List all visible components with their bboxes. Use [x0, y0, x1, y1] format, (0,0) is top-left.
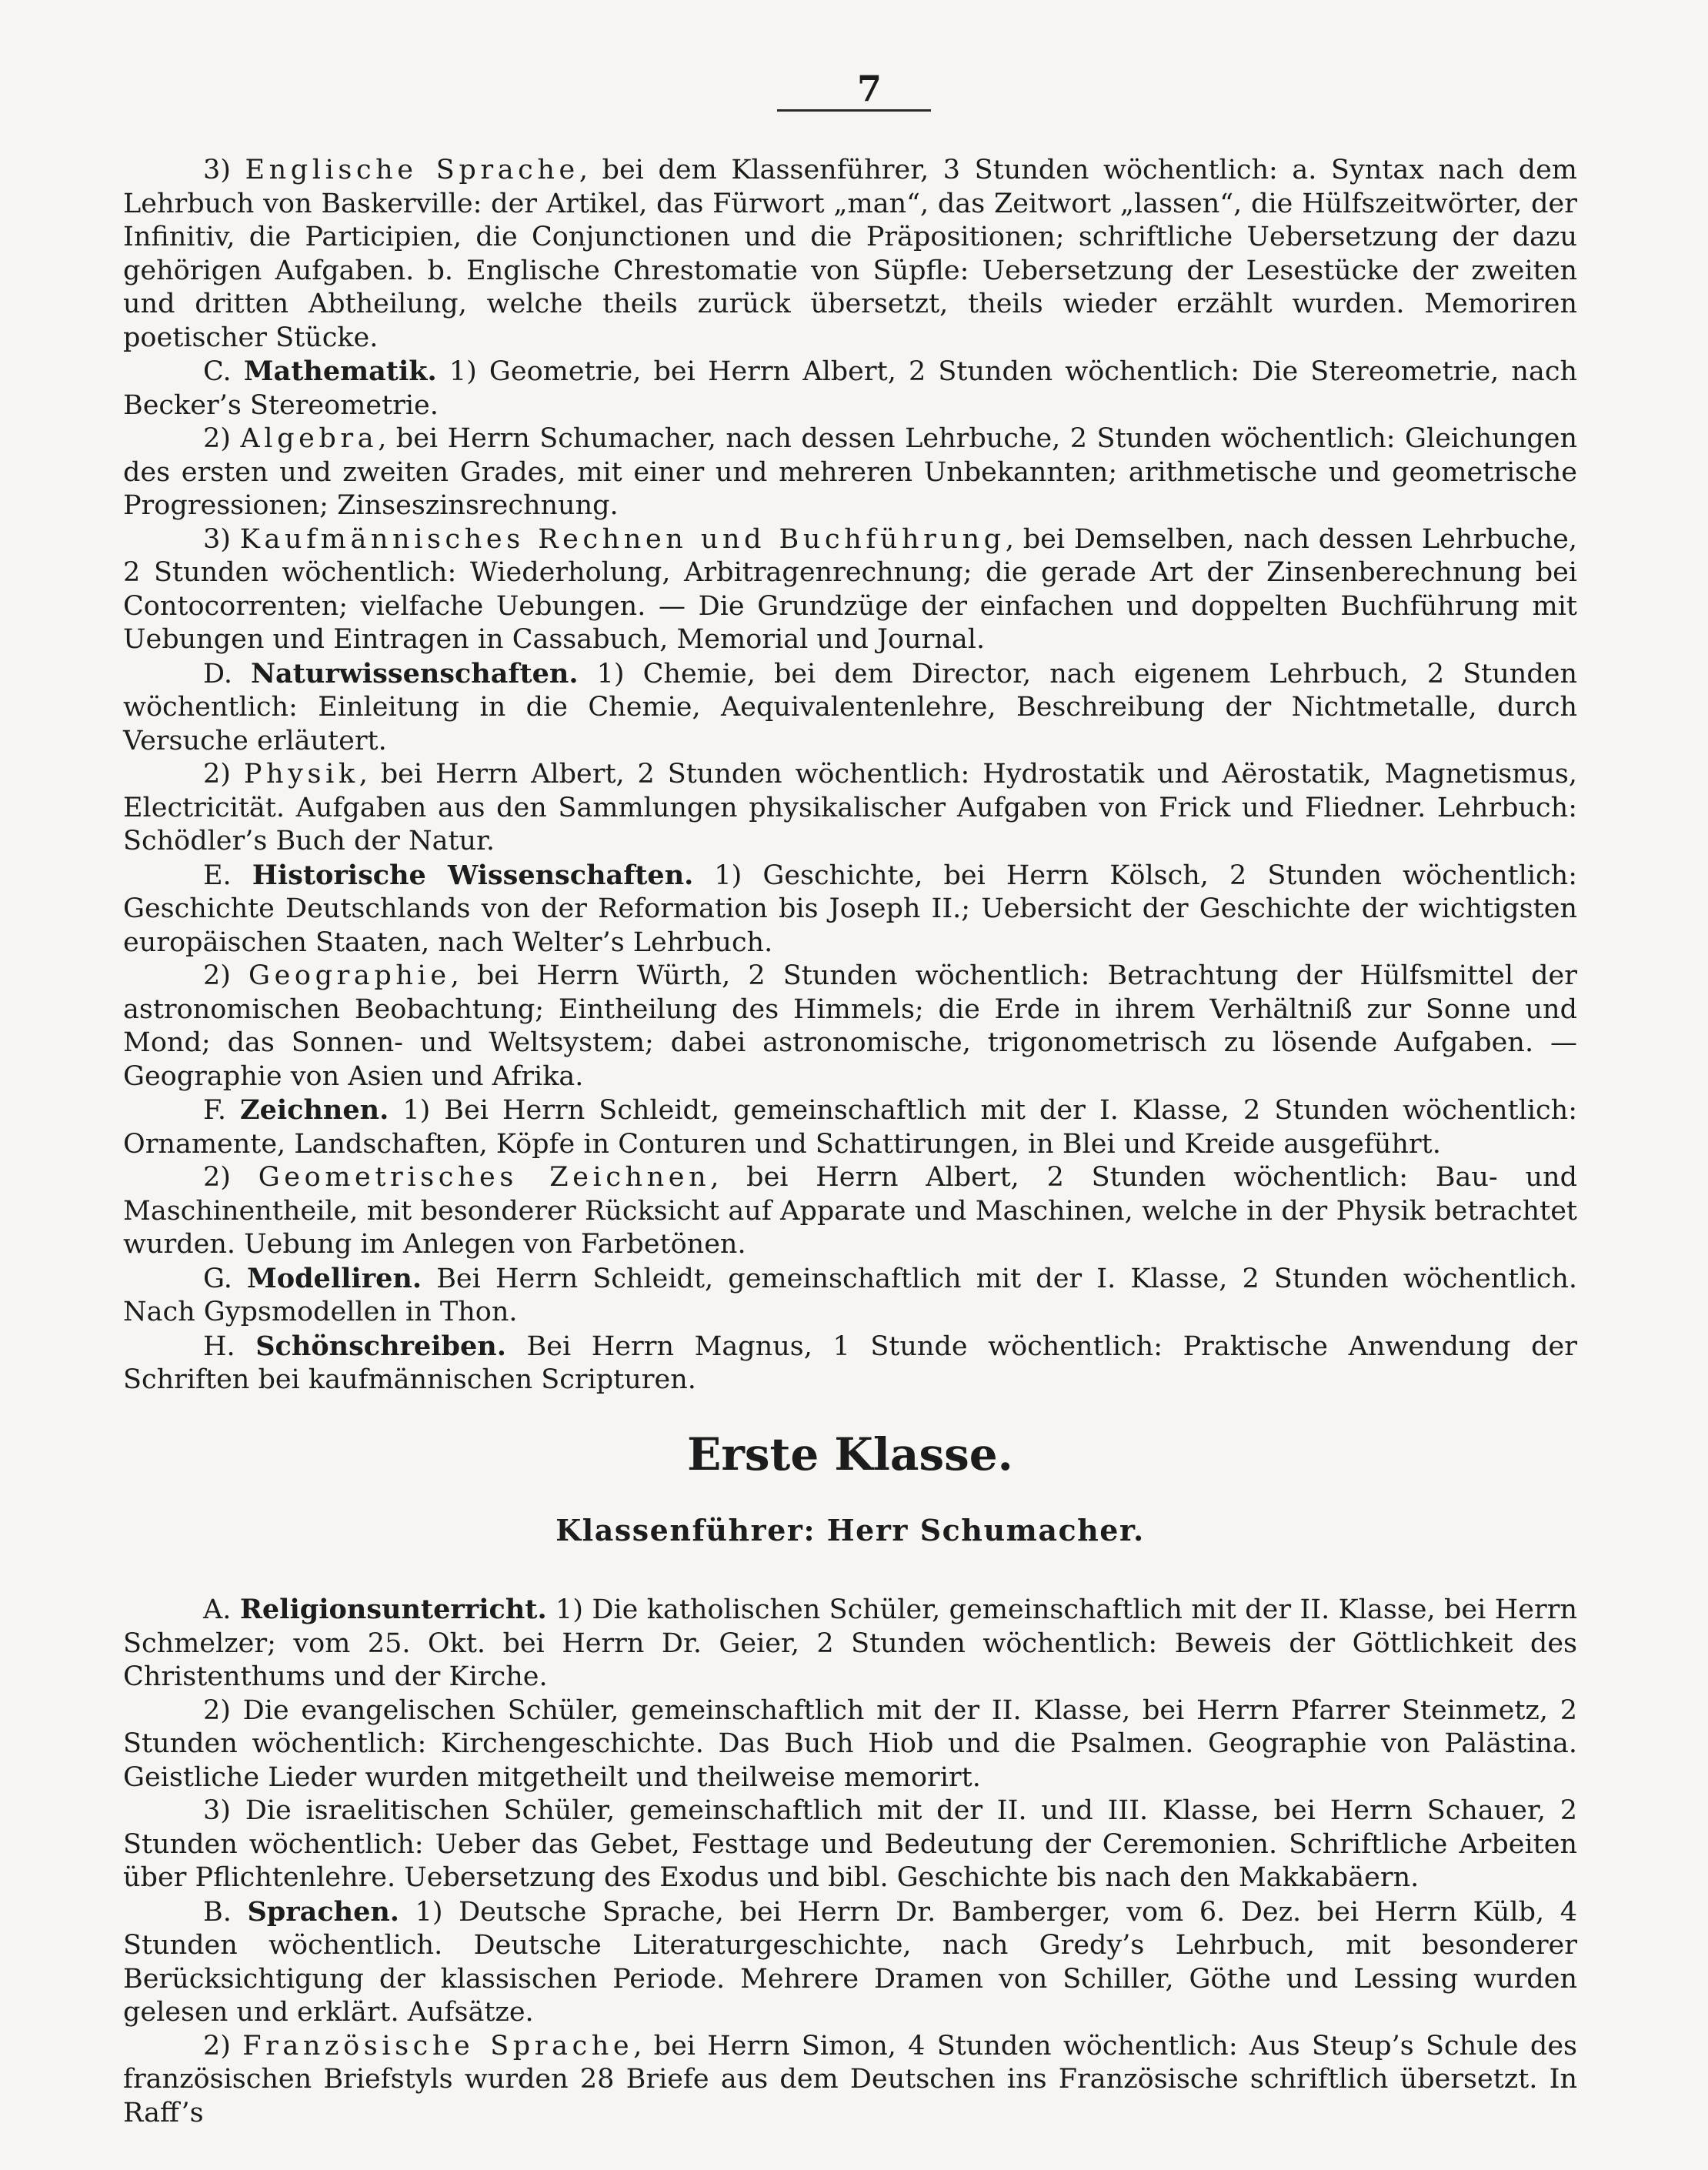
paragraph-lead: 2): [203, 2030, 243, 2062]
paragraph-spaced: Physik: [243, 759, 359, 790]
paragraph-lead: 2): [203, 1162, 259, 1193]
paragraph: [123, 1895, 1577, 2030]
paragraph: [123, 1794, 1577, 1895]
paragraph-bold: Schönschreiben.: [255, 1330, 506, 1362]
paragraph-rest: , bei Demselben, nach dessen Lehrbuche, 2 Stunden wöchentlich: Wiederholung, Arbitragenrechnung; die gerade Art der Zinsenberechnung bei Contocorrenten; vielfache Uebungen. — Die Grundzüge der einfachen und doppelten Buchführung mit Uebungen und Eintragen in Cassabuch, Memorial und Journal.: [123, 523, 1577, 655]
paragraph-rest: 1) Geschichte, bei Herrn Kölsch, 2 Stunden wöchentlich: Geschichte Deutschlands von der Reformation bis Joseph II.; Uebersicht der Geschichte der wichtigsten europäischen Staaten, nach Welter’s Lehrbuch.: [123, 860, 1577, 958]
paragraph: [123, 1093, 1577, 1161]
paragraph: [123, 1694, 1577, 1795]
paragraph-rest: 1) Geometrie, bei Herrn Albert, 2 Stunden wöchentlich: Die Stereometrie, nach Becker’s Stereometrie.: [123, 356, 1577, 421]
paragraph-rest: 1) Bei Herrn Schleidt, gemeinschaftlich mit der I. Klasse, 2 Stunden wöchentlich: Ornamente, Landschaften, Köpfe in Conturen und Schattirungen, in Blei und Kreide ausgeführt.: [123, 1095, 1577, 1160]
paragraph-lead: 2): [203, 960, 249, 991]
paragraph: [123, 1262, 1577, 1330]
page-number: 7: [856, 68, 882, 109]
paragraph-rest: 1) Die katholischen Schüler, gemeinschaftlich mit der II. Klasse, bei Herrn Schmelzer; vom 25. Okt. bei Herrn Dr. Geier, 2 Stunden wöchentlich: Beweis der Göttlichkeit des Christenthums und der Kirche.: [123, 1594, 1577, 1692]
paragraph-lead: A.: [203, 1594, 240, 1625]
paragraph-rest: , bei Herrn Simon, 4 Stunden wöchentlich: Aus Steup’s Schule des französischen Briefstyls wurden 28 Briefe aus dem Deutschen ins Französische schriftlich übersetzt. In Raff’s: [123, 2030, 1577, 2128]
paragraph-bold: Mathematik.: [243, 356, 437, 387]
paragraph: [123, 422, 1577, 523]
paragraph-rest: , bei Herrn Albert, 2 Stunden wöchentlich: Bau- und Maschinentheile, mit besonderer Rücksicht auf Apparate und Maschinen, welche in der Physik betrachtet wurden. Uebung im Anlegen von Farbetönen.: [123, 1162, 1577, 1260]
class-heading: [123, 1427, 1577, 1481]
paragraph-rest: Die israelitischen Schüler, gemeinschaftlich mit der II. und III. Klasse, bei Herrn Schauer, 2 Stunden wöchentlich: Ueber das Gebet, Festtage und Bedeutung der Ceremonien. Schriftliche Arbeiten über Pflichtenlehre. Uebersetzung des Exodus und bibl. Geschichte bis nach den Makkabäern.: [123, 1795, 1577, 1893]
paragraph: [123, 758, 1577, 859]
paragraph-bold: Sprachen.: [247, 1895, 399, 1928]
page-number-rule: [777, 109, 931, 112]
paragraph: [123, 960, 1577, 1093]
paragraph: [123, 859, 1577, 960]
paragraph: [123, 2030, 1577, 2131]
paragraph-lead: 2): [203, 1694, 243, 1726]
paragraph-rest: Bei Herrn Magnus, 1 Stunde wöchentlich: Praktische Anwendung der Schriften bei kaufmännischen Scripturen.: [123, 1330, 1577, 1395]
paragraph-rest: , bei Herrn Albert, 2 Stunden wöchentlich: Hydrostatik und Aërostatik, Magnetismus, Electricität. Aufgaben aus den Sammlungen physikalischer Aufgaben von Frick und Fliedner. Lehrbuch: Schödler’s Buch der Natur.: [123, 759, 1577, 856]
paragraph-spaced: Englische Sprache: [245, 155, 579, 185]
paragraph-spaced: Algebra: [240, 423, 379, 454]
paragraph-lead: 2): [203, 423, 241, 454]
paragraph: [123, 1593, 1577, 1694]
paragraph-spaced: Kaufmännisches Rechnen und Buchführung: [239, 523, 1006, 555]
section-second-class-subjects: [123, 154, 1577, 1397]
paragraph-spaced: Geographie: [249, 960, 451, 991]
paragraph-rest: , bei dem Klassenführer, 3 Stunden wöchentlich: a. Syntax nach dem Lehrbuch von Baskerville: der Artikel, das Fürwort „man“, das Zeitwort „lassen“, die Hülfszeitwörter, der Infinitiv, die Participien, die Conjunctionen und die Präpositionen; schriftliche Uebersetzung der dazu gehörigen Aufgaben. b. Englische Chrestomatie von Süpfle: Uebersetzung der Lesestücke der zweiten und dritten Abtheilung, welche theils zurück übersetzt, theils wieder erzählt wurden. Memoriren poetischer Stücke.: [123, 155, 1577, 353]
paragraph-rest: Die evangelischen Schüler, gemeinschaftlich mit der II. Klasse, bei Herrn Pfarrer Steinmetz, 2 Stunden wöchentlich: Kirchengeschichte. Das Buch Hiob und die Psalmen. Geographie von Palästina. Geistliche Lieder wurden mitgetheilt und theilweise memorirt.: [123, 1694, 1577, 1793]
paragraph-lead: F.: [203, 1095, 241, 1126]
paragraph-rest: 1) Deutsche Sprache, bei Herrn Dr. Bamberger, vom 6. Dez. bei Herrn Külb, 4 Stunden wöchentlich. Deutsche Literaturgeschichte, nach Gredy’s Lehrbuch, mit besonderer Berücksichtigung der klassischen Periode. Mehrere Dramen von Schiller, Göthe und Lessing wurden gelesen und erklärt. Aufsätze.: [123, 1896, 1577, 2028]
paragraph-lead: 3): [203, 523, 240, 555]
paragraph: [123, 1330, 1577, 1397]
paragraph-lead: 3): [203, 1795, 245, 1826]
paragraph-lead: D.: [203, 658, 252, 689]
paragraph-rest: Bei Herrn Schleidt, gemeinschaftlich mit der I. Klasse, 2 Stunden wöchentlich. Nach Gypsmodellen in Thon.: [123, 1263, 1577, 1327]
class-leader: Klassenführer: Herr Schumacher.: [555, 1513, 1145, 1547]
paragraph-lead: 3): [203, 155, 245, 185]
paragraph-spaced: Französische Sprache: [242, 2030, 634, 2062]
paragraph-lead: C.: [203, 356, 244, 387]
paragraph-bold: Zeichnen.: [240, 1094, 389, 1126]
paragraph-lead: G.: [203, 1263, 247, 1294]
paragraph-bold: Modelliren.: [246, 1262, 422, 1294]
class-title: Erste Klasse.: [687, 1428, 1013, 1481]
paragraph-bold: Historische Wissenschaften.: [252, 859, 694, 891]
paragraph-rest: , bei Herrn Würth, 2 Stunden wöchentlich: Betrachtung der Hülfsmittel der astronomischen Beobachtung; Eintheilung des Himmels; die Erde in ihrem Verhältniß zur Sonne und Mond; das Sonnen- und Weltsystem; dabei astronomische, trigonometrisch zu lösende Aufgaben. — Geographie von Asien und Afrika.: [123, 960, 1577, 1092]
paragraph: [123, 154, 1577, 355]
paragraph-bold: Religionsunterricht.: [239, 1594, 547, 1625]
paragraph: [123, 523, 1577, 657]
paragraph: [123, 657, 1577, 759]
paragraph-rest: 1) Chemie, bei dem Director, nach eigenem Lehrbuch, 2 Stunden wöchentlich: Einleitung in die Chemie, Aequivalentenlehre, Beschreibung der Nichtmetalle, durch Versuche erläutert.: [123, 658, 1577, 756]
paragraph-lead: H.: [203, 1330, 256, 1362]
paragraph-lead: B.: [203, 1896, 248, 1928]
paragraph-lead: 2): [203, 759, 244, 790]
paragraph: [123, 355, 1577, 422]
paragraph-bold: Naturwissenschaften.: [251, 657, 579, 689]
paragraph: [123, 1161, 1577, 1262]
paragraph-lead: E.: [203, 860, 252, 891]
paragraph-rest: , bei Herrn Schumacher, nach dessen Lehrbuche, 2 Stunden wöchentlich: Gleichungen des ersten und zweiten Grades, mit einer und mehreren Unbekannten; arithmetische und geometrische Progressionen; Zinseszinsrechnung.: [123, 423, 1577, 521]
paragraph-spaced: Geometrisches Zeichnen: [258, 1162, 711, 1193]
class-leader-line: [123, 1512, 1577, 1549]
section-first-class-subjects: [123, 1593, 1577, 2130]
